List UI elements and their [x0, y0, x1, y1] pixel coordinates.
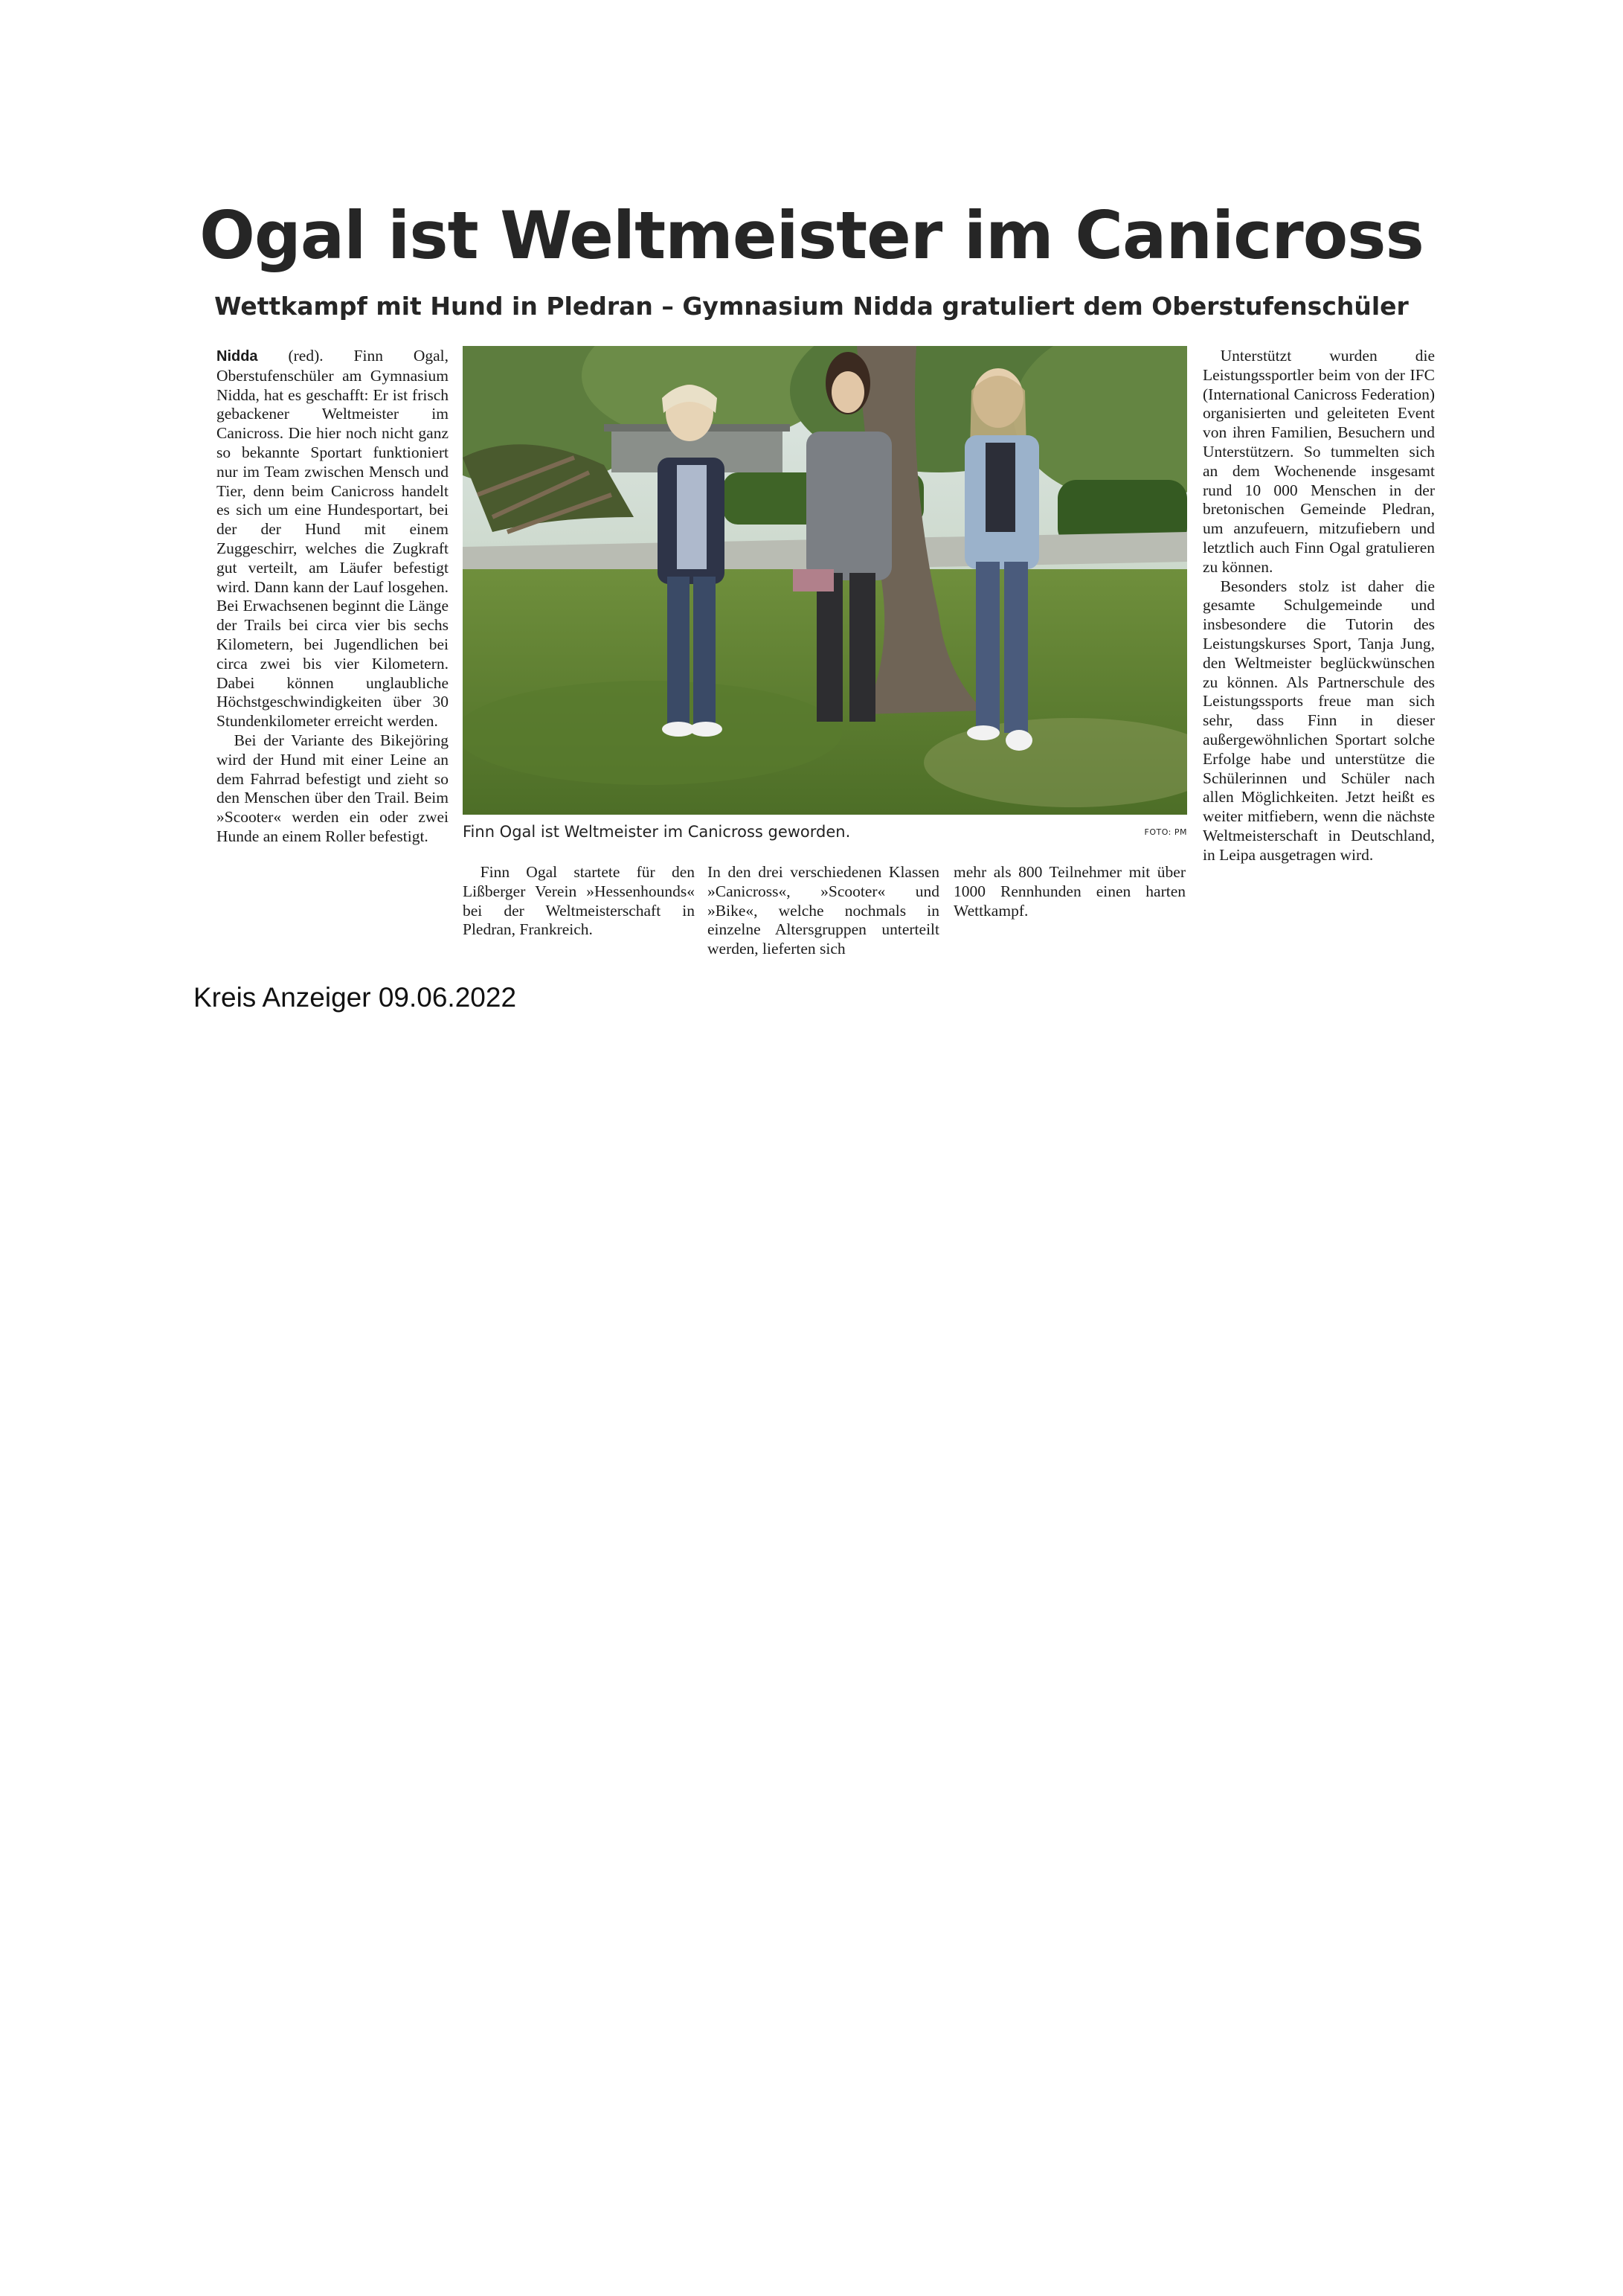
text-column-3: [707, 863, 939, 959]
photo-caption: [463, 823, 1187, 845]
text-column-4: [954, 863, 1186, 920]
paragraph-support: Unterstützt wurden die Leistungssportler beim von der IFC (International Canicross Federation) organisierten und geleiteten Event von ihren Familien, Besuchern und Unterstützern. So tummelten sich an dem Wochenende insgesamt rund 10 000 Menschen in der bretonischen Gemeinde Pledran, um anzufeuern, mitzufiebern und letztlich auch Finn Ogal gratulieren zu können.: [1203, 347, 1435, 576]
text-column-5: [1203, 347, 1435, 865]
text-column-1: [216, 347, 449, 847]
photo-illustration: [463, 346, 1187, 815]
paragraph-intro-text: (red). Finn Ogal, Oberstufenschüler am Gymnasium Nidda, hat es geschafft: Er ist frisch gebackener Weltmeister im Canicross. Die hier noch nicht ganz so bekannte Sportart funktioniert nur im Team zwischen Mensch und Tier, denn beim Canicross handelt es sich um eine Hundesportart, bei der der Hund mit einem Zuggeschirr, welches die Zugkraft gut verteilt, am Läufer befestigt wird. Dann kann der Lauf losgehen. Bei Erwachsenen beginnt die Länge der Trails bei circa vier bis sechs Kilometern, bei Jugendlichen bei circa zwei bis vier Kilometern. Dabei können unglaubliche Höchstgeschwindigkeiten über 30 Stundenkilometer erreicht werden.: [216, 347, 449, 731]
paragraph-school-pride: Besonders stolz ist daher die gesamte Schulgemeinde und insbesondere die Tutorin des Leistungskurses Sport, Tanja Jung, den Weltmeister beglückwünschen zu können. Als Partnerschule des Leistungssports freue man sich sehr, dass Finn in dieser außergewöhnlichen Sportart solche Erfolge habe und unterstütze die Schülerinnen und Schüler nach allen Möglichkeiten. Jetzt heißt es weiter mitfiebern, wenn die nächste Weltmeisterschaft in Deutschland, in Leipa ausgetragen wird.: [1203, 577, 1435, 864]
article-headline: Ogal ist Weltmeister im Canicross: [199, 197, 1424, 274]
photo-caption-text: Finn Ogal ist Weltmeister im Canicross geworden.: [463, 823, 851, 841]
paragraph-bikejoering: Bei der Variante des Bikejöring wird der Hund mit einer Leine an dem Fahrrad befestigt und zieht so den Menschen über den Trail. Beim »Scooter« werden ein oder zwei Hunde an einem Roller befestigt.: [216, 731, 449, 845]
paragraph-start-team: Finn Ogal startete für den Lißberger Verein »Hessenhounds« bei der Weltmeisterschaft in Pledran, Frankreich.: [463, 863, 695, 939]
paragraph-intro: [216, 347, 449, 731]
article-photo: [463, 346, 1187, 815]
text-column-2: [463, 863, 695, 940]
dateline: Nidda: [216, 348, 258, 365]
paragraph-participants: mehr als 800 Teilnehmer mit über 1000 Rennhunden einen harten Wettkampf.: [954, 863, 1186, 920]
paragraph-classes: In den drei verschiedenen Klassen »Canicross«, »Scooter« und »Bike«, welche nochmals in einzelne Altersgruppen unterteilt werden, lieferten sich: [707, 863, 939, 958]
photo-credit: FOTO: PM: [1144, 827, 1187, 837]
article-subheadline: Wettkampf mit Hund in Pledran – Gymnasium Nidda gratuliert dem Oberstufenschüler: [214, 292, 1409, 321]
source-note: Kreis Anzeiger 09.06.2022: [193, 982, 517, 1013]
